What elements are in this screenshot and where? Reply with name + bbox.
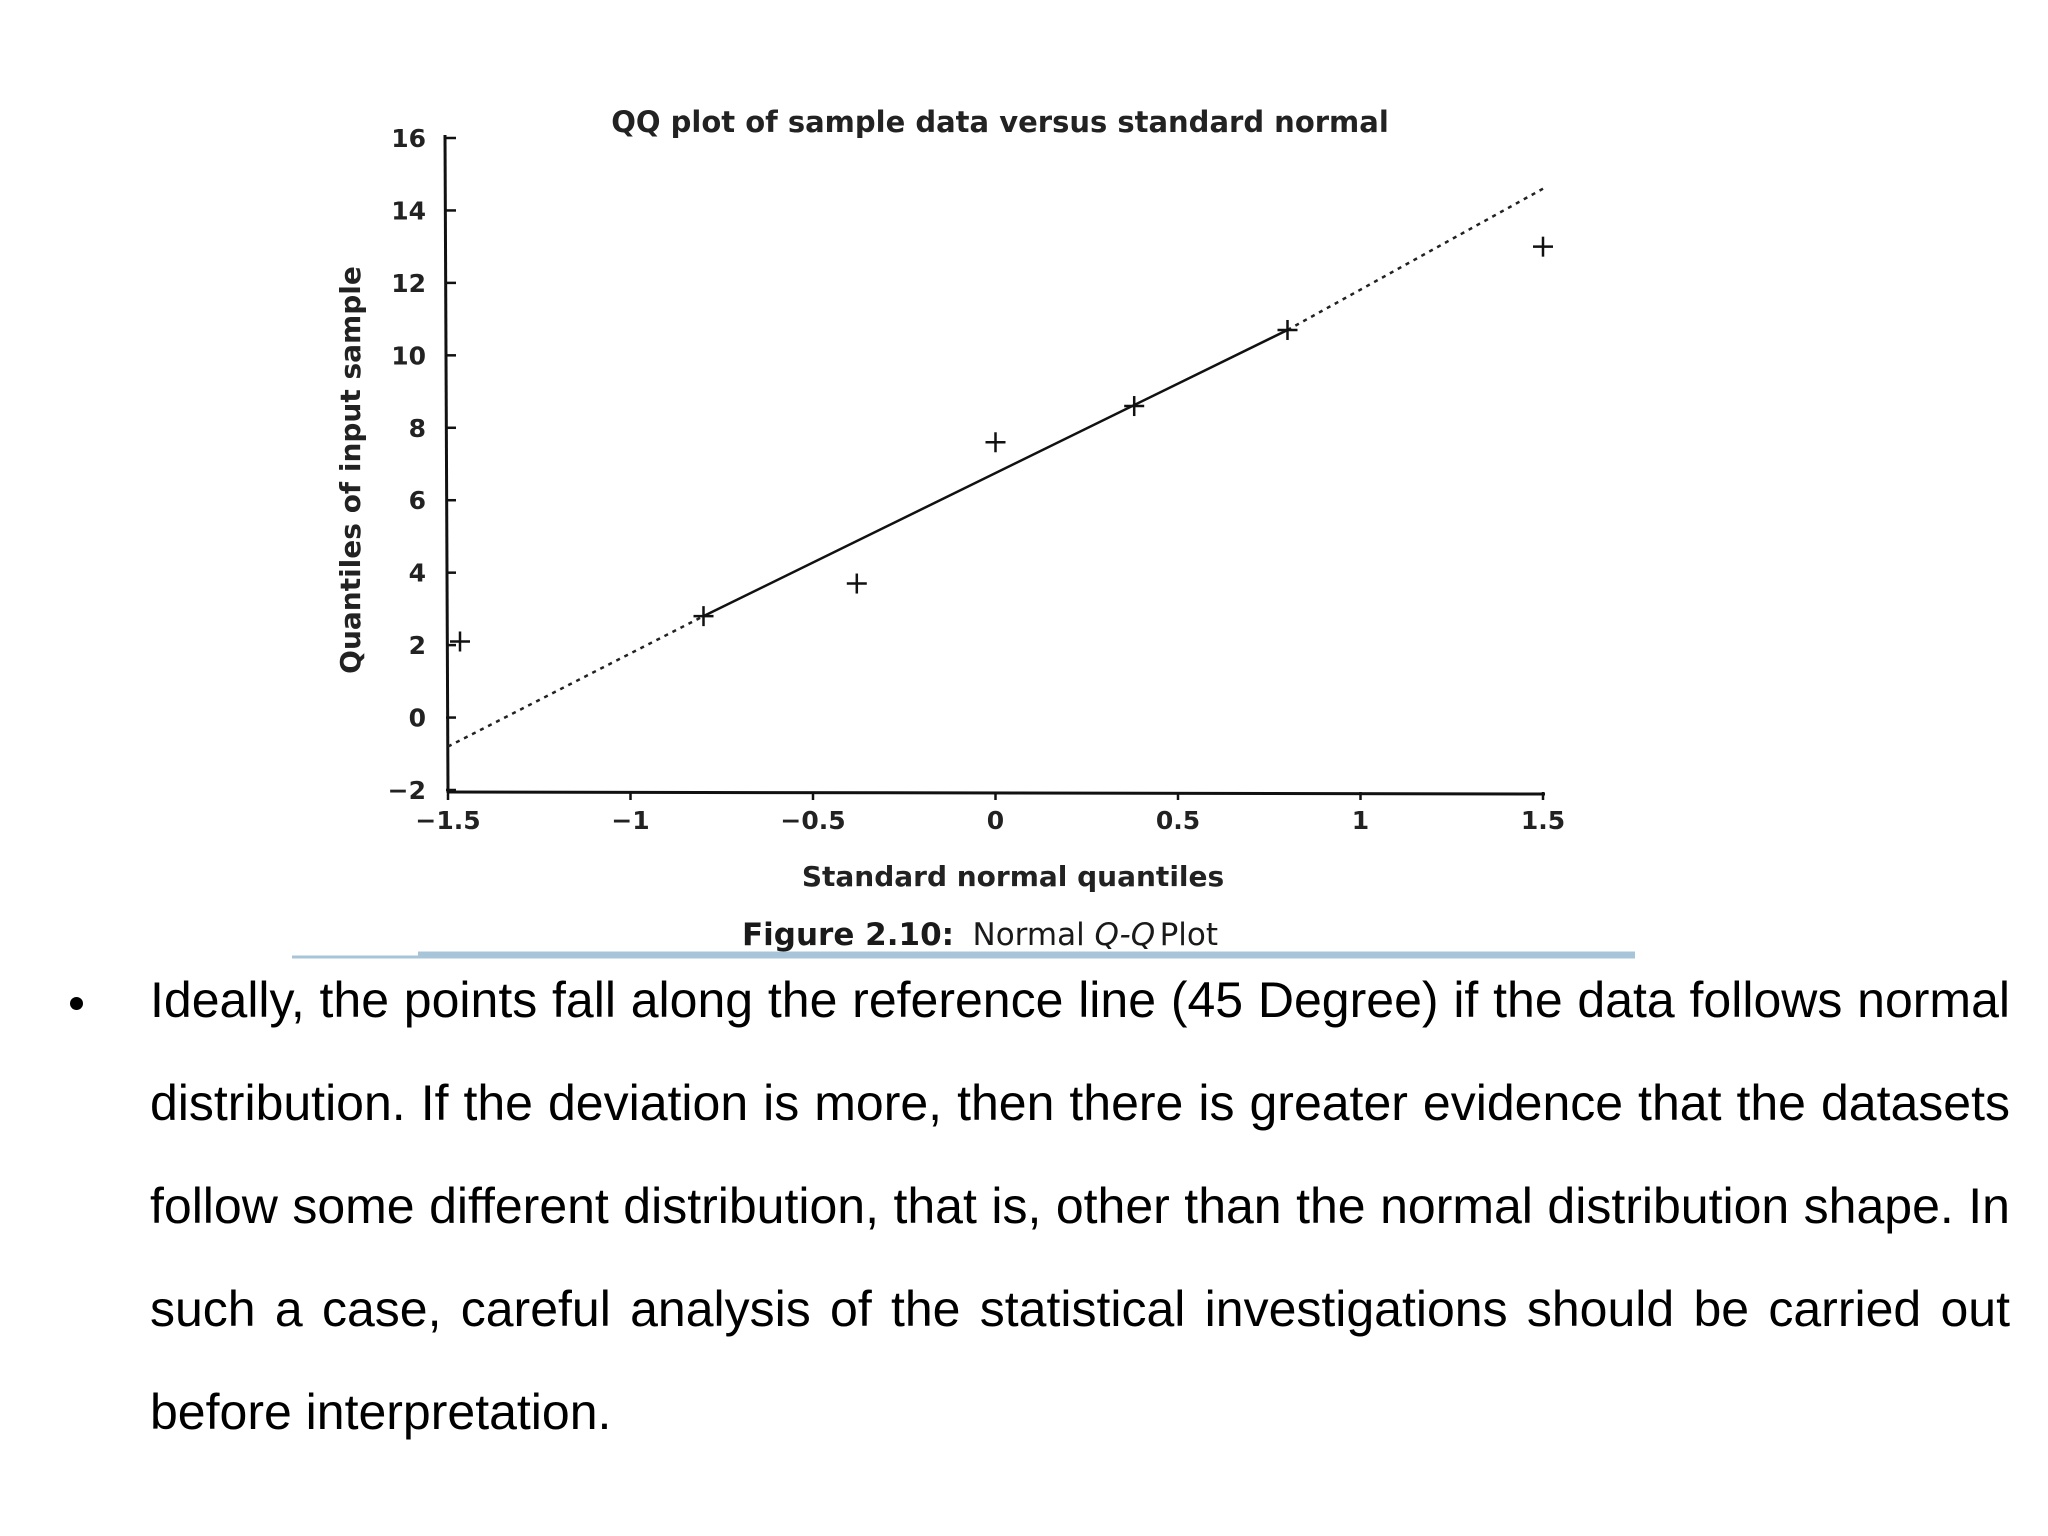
figure-caption-text-after: Plot	[1159, 917, 1218, 953]
figure-caption	[742, 917, 1218, 953]
data-point	[1124, 396, 1144, 416]
bullet-dot	[70, 997, 83, 1010]
x-tick-label: 0	[986, 806, 1005, 835]
y-tick-label: 14	[391, 196, 426, 226]
y-tick-label: −2	[387, 776, 426, 805]
y-tick-label: 8	[408, 413, 426, 443]
x-axis-ticks	[415, 792, 1565, 835]
y-tick-label: 10	[391, 341, 426, 371]
x-tick-label: −1	[611, 806, 650, 835]
y-axis-line	[445, 135, 448, 793]
x-axis-label: Standard normal quantiles	[801, 860, 1225, 893]
y-tick-label: 2	[408, 631, 426, 661]
bullet-paragraph: Ideally, the points fall along the reference line (45 Degree) if the data follows normal distribution. If the deviation is more, then there is greater evidence that the datasets follow some different distribution, that is, other than the normal distribution shape. In such a case, careful analysis of the statistical investigations should be carried out before interpretation.	[150, 972, 2010, 1440]
y-tick-label: 12	[391, 268, 426, 298]
data-point	[986, 432, 1006, 452]
figure-caption-text-before: Normal	[972, 917, 1095, 953]
data-point	[450, 631, 470, 651]
x-tick-label: −0.5	[780, 806, 846, 835]
chart-title: QQ plot of sample data versus standard normal	[611, 105, 1389, 139]
y-tick-label: 6	[408, 486, 426, 516]
x-tick-label: 0.5	[1155, 806, 1201, 835]
reference-line-solid	[704, 330, 1288, 616]
data-point	[1278, 320, 1298, 340]
data-point	[694, 606, 714, 626]
x-tick-label: −1.5	[415, 806, 481, 835]
data-points	[450, 237, 1553, 652]
reference-line	[448, 189, 1543, 747]
x-tick-label: 1.5	[1520, 806, 1566, 835]
figure-caption-italic: Q-Q	[1094, 917, 1156, 953]
y-tick-label: 4	[408, 558, 426, 588]
x-tick-label: 1	[1351, 806, 1370, 835]
reference-line-dotted-upper	[1288, 189, 1544, 330]
data-point	[847, 574, 867, 594]
reference-line-dotted-lower	[448, 616, 704, 746]
y-axis-label: Quantiles of input sample	[334, 266, 367, 674]
y-tick-label: 16	[391, 124, 426, 153]
data-point	[1533, 237, 1553, 257]
figure-caption-label: Figure 2.10:	[742, 917, 955, 953]
y-tick-label: 0	[408, 703, 426, 733]
